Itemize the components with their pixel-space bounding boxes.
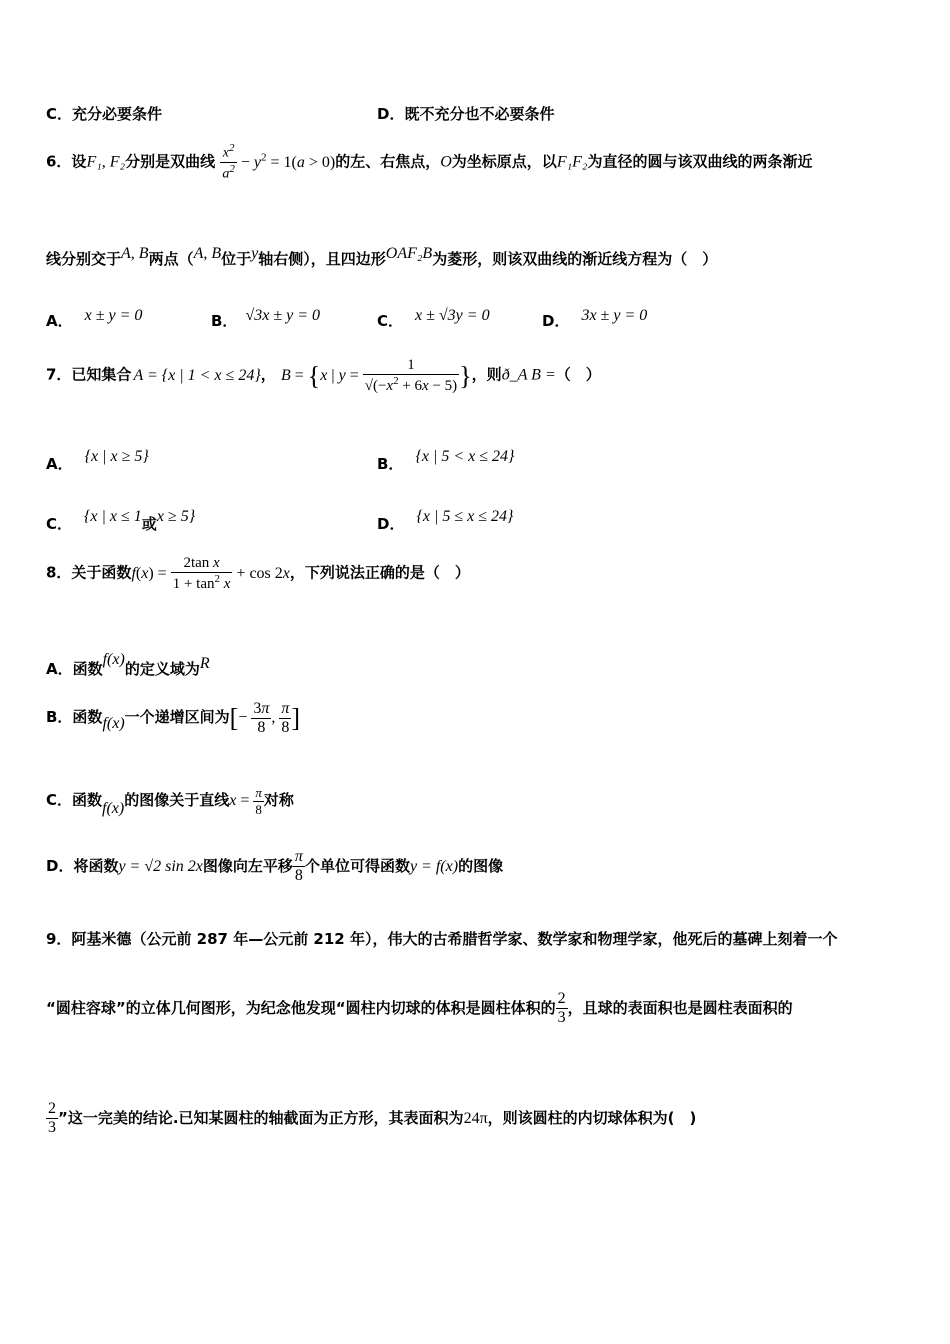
q7-complement: ð_A B = [501, 366, 556, 384]
q6-option-c: C． x ± √3y = 0 [377, 307, 490, 330]
q9-ratio-2: $\frac{2}{3}$ [48, 1100, 56, 1136]
q7-option-d: D． {x | 5 ≤ x ≤ 24} [377, 508, 514, 533]
q8-option-a: A．函数f(x)的定义域为R [46, 651, 210, 678]
q6-stem-line1: 6．设F₁, F₂分别是双曲线 $\frac{x^2}{a^2}$ − $y^2 = 1(a > 0)$的左、右焦点，O为坐标原点，以F₁F₂为直径的圆与该双曲线的两条渐近 [46, 142, 813, 182]
q6-hyperbola-rest: − $y^2 = 1(a > 0)$ [236, 151, 336, 171]
q8-line: x = $\frac{\pi}{8}$ [229, 785, 262, 817]
q7-option-a: A． {x | x ≥ 5} [46, 448, 149, 473]
q8-function: f(x) = $\frac{\text{2tan x}}{1 + \tan^2 x}$ + cos 2x [131, 555, 290, 592]
q6-stem-line2: 线分别交于A, B两点（A, B位于y轴右侧），且四边形OAF₂B为菱形，则该双曲线的渐近线方程为（ ） [46, 245, 718, 268]
q7-stem: 7．已知集合 A = {x | 1 < x ≤ 24}， B = {x | y = $\frac{1}{√(-x^2 + 6x - 5)}$ }，则ð_A B =（ ） [46, 357, 601, 394]
q9-line2: “圆柱容球”的立体几何图形，为纪念他发现“圆柱内切球的体积是圆柱体积的 $\frac{2}{3}$ ，且球的表面积也是圆柱表面积的 [46, 990, 793, 1026]
q8-option-d: D．将函数y = √2 sin 2x图像向左平移 $\frac{\pi}{8}$ 个单位可得函数y = f(x)的图像 [46, 848, 504, 884]
q6-foci: F₁, F₂ [86, 153, 126, 171]
q8-shift: $\frac{\pi}{8}$ [294, 848, 303, 884]
q8-option-c: C．函数f(x)的图像关于直线x = $\frac{\pi}{8}$ 对称 [46, 785, 294, 818]
q9-line1: 9．阿基米德（公元前 287 年—公元前 212 年），伟大的古希腊哲学家、数学家和物理学家，他死后的墓碑上刻着一个 [46, 930, 838, 948]
q7-option-b: B． {x | 5 < x ≤ 24} [377, 448, 515, 473]
q8-option-b: B．函数f(x)一个递增区间为[− $\frac{3\pi}{8}$ , $\frac{\pi}{8}$ ] [46, 700, 301, 736]
q9-ratio-1: $\frac{2}{3}$ [557, 990, 566, 1026]
q8-stem: 8．关于函数f(x) = $\frac{\text{2tan x}}{1 + \tan^2 x}$ + cos 2x，下列说法正确的是（ ） [46, 555, 470, 592]
q6-hyperbola-frac: $\frac{x^2}{a^2}$ [222, 142, 235, 182]
q9-line3: $\frac{2}{3}$ ”这一完美的结论.已知某圆柱的轴截面为正方形，其表面积为24π，则该圆柱的内切球体积为( ) [48, 1100, 697, 1136]
q5-option-c: C．充分必要条件 [46, 105, 163, 123]
q7-set-a: A = {x | 1 < x ≤ 24} [133, 366, 261, 384]
q6-option-d: D． 3x ± y = 0 [542, 307, 648, 330]
q7-set-b: B = {x | y = $\frac{1}{√(-x^2 + 6x - 5)}$ } [280, 357, 472, 394]
q6-option-a: A． x ± y = 0 [46, 307, 143, 330]
q5-option-d: D．既不充分也不必要条件 [377, 105, 555, 123]
q7-option-c: C． {x | x ≤ 1或x ≥ 5} [46, 508, 196, 533]
q6-option-b: B． √3x ± y = 0 [211, 307, 320, 330]
q8-interval: [− $\frac{3\pi}{8}$ , $\frac{\pi}{8}$ ] [229, 700, 301, 736]
